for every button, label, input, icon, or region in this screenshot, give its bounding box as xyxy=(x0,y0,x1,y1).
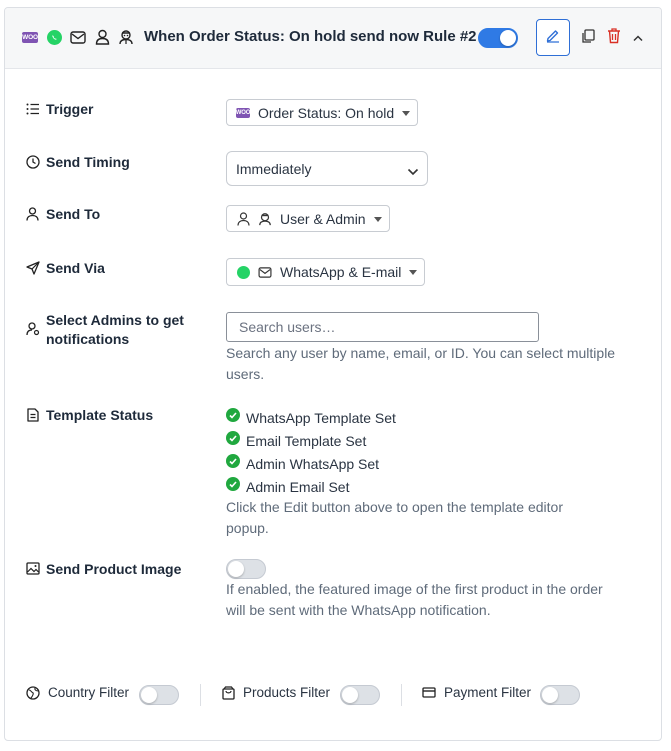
image-icon xyxy=(25,561,40,576)
select-admins-label: Select Admins to get notifications xyxy=(25,311,184,349)
status-item-email-template: Email Template Set xyxy=(226,433,366,449)
rule-title: When Order Status: On hold send now Rule #2 xyxy=(144,28,477,45)
duplicate-button[interactable] xyxy=(578,28,598,48)
status-item-admin-email: Admin Email Set xyxy=(226,479,349,495)
chevron-up-icon xyxy=(632,29,644,47)
check-circle-icon xyxy=(226,431,240,445)
search-users-input[interactable] xyxy=(226,312,539,342)
caret-down-icon xyxy=(374,217,382,222)
document-icon xyxy=(25,407,40,422)
trash-icon xyxy=(606,27,622,49)
chevron-down-icon xyxy=(407,163,419,179)
send-icon xyxy=(25,260,40,275)
credit-card-icon xyxy=(422,686,436,700)
globe-icon xyxy=(26,686,40,700)
copy-icon xyxy=(580,28,596,49)
pencil-icon xyxy=(545,27,561,48)
send-to-label: Send To xyxy=(25,205,100,224)
send-product-image-label: Send Product Image xyxy=(25,560,181,579)
email-icon xyxy=(258,265,272,279)
send-via-select[interactable]: WhatsApp & E-mail xyxy=(226,258,425,286)
products-filter: Products Filter xyxy=(221,685,330,700)
delete-button[interactable] xyxy=(604,28,624,48)
send-timing-label: Send Timing xyxy=(25,153,130,172)
rule-card xyxy=(4,7,662,741)
send-timing-select[interactable]: Immediately xyxy=(226,151,428,186)
check-circle-icon xyxy=(226,477,240,491)
send-product-image-toggle[interactable] xyxy=(226,559,266,579)
whatsapp-icon xyxy=(236,265,250,279)
user-icon xyxy=(236,212,250,226)
woocommerce-icon: WOO xyxy=(22,33,38,41)
country-filter-toggle[interactable] xyxy=(139,685,179,705)
check-circle-icon xyxy=(226,408,240,422)
collapse-button[interactable] xyxy=(628,28,648,48)
trigger-label: Trigger xyxy=(25,100,93,119)
user-icon xyxy=(25,206,40,221)
send-to-select[interactable]: User & Admin xyxy=(226,205,390,232)
rule-enabled-toggle[interactable] xyxy=(478,28,518,48)
woocommerce-icon: WOO xyxy=(235,109,251,116)
user-icon xyxy=(93,28,111,46)
email-icon xyxy=(69,28,87,46)
list-icon xyxy=(25,101,40,116)
clock-icon xyxy=(25,154,40,169)
edit-button[interactable] xyxy=(536,19,570,56)
payment-filter-toggle[interactable] xyxy=(540,685,580,705)
admin-icon xyxy=(258,212,272,226)
country-filter: Country Filter xyxy=(26,685,129,700)
user-settings-icon xyxy=(25,321,40,336)
rule-header xyxy=(5,8,661,69)
product-image-help-text: If enabled, the featured image of the first product in the order will be sent with the WhatsApp notification. xyxy=(226,581,603,618)
template-status-label: Template Status xyxy=(25,406,153,425)
divider xyxy=(401,684,402,706)
whatsapp-icon xyxy=(45,28,63,46)
template-help-text: Click the Edit button above to open the template editor popup. xyxy=(226,499,563,536)
send-via-label: Send Via xyxy=(25,259,105,278)
divider xyxy=(200,684,201,706)
payment-filter: Payment Filter xyxy=(422,685,531,700)
admins-help-text: Search any user by name, email, or ID. You can select multiple users. xyxy=(226,345,616,382)
admin-icon xyxy=(117,28,135,46)
status-item-whatsapp-template: WhatsApp Template Set xyxy=(226,410,396,426)
check-circle-icon xyxy=(226,454,240,468)
caret-down-icon xyxy=(402,111,410,116)
products-filter-toggle[interactable] xyxy=(340,685,380,705)
trigger-select[interactable]: WOO Order Status: On hold xyxy=(226,99,418,126)
status-item-admin-whatsapp: Admin WhatsApp Set xyxy=(226,456,379,472)
shopping-bag-icon xyxy=(221,686,235,700)
caret-down-icon xyxy=(409,270,417,275)
